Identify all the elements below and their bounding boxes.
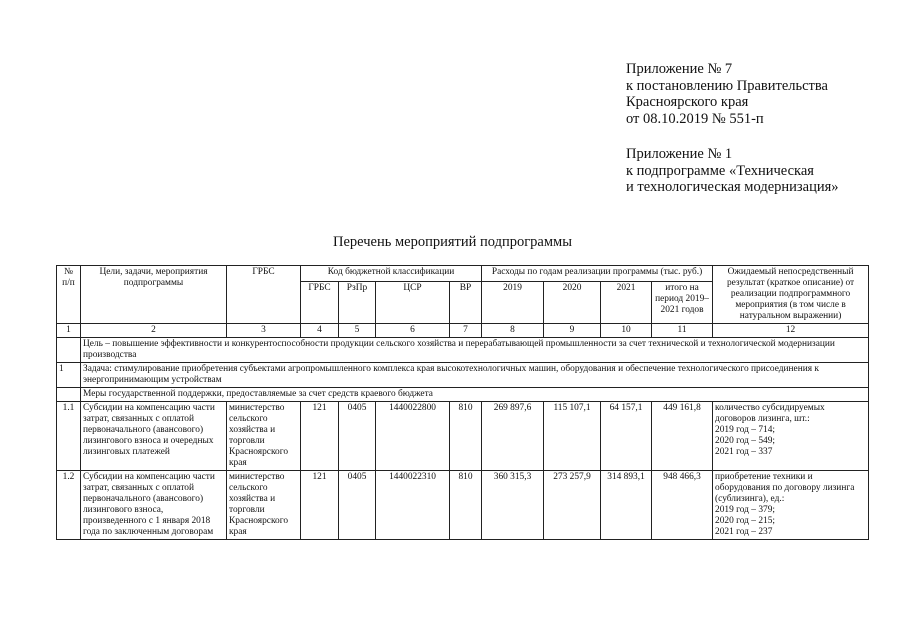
- row-grbs-name: министерство сельского хозяйства и торговли Красноярского края: [227, 471, 301, 540]
- header-expenses: Расходы по годам реализации программы (тыс. руб.): [482, 266, 713, 282]
- row-vr: 810: [450, 471, 482, 540]
- header-sub-rzpr: РзПр: [339, 282, 376, 324]
- row-csr: 1440022310: [376, 471, 450, 540]
- measures-text: Меры государственной поддержки, предоставляемые за счет средств краевого бюджета: [81, 388, 869, 402]
- column-number: 8: [482, 324, 544, 338]
- row-2021: 64 157,1: [601, 402, 652, 471]
- header-num: № п/п: [57, 266, 81, 324]
- task-row: [57, 363, 869, 388]
- column-number: 11: [652, 324, 713, 338]
- appendix-7-line: к постановлению Правительства: [626, 77, 828, 94]
- column-number: 6: [376, 324, 450, 338]
- column-number: 9: [544, 324, 601, 338]
- row-grbs: 121: [301, 471, 339, 540]
- row-rzpr: 0405: [339, 402, 376, 471]
- header-sub-csr: ЦСР: [376, 282, 450, 324]
- row-2019: 360 315,3: [482, 471, 544, 540]
- appendix-1-line: к подпрограмме «Техническая: [626, 162, 814, 179]
- header-goals: Цели, задачи, мероприятия подпрограммы: [81, 266, 227, 324]
- header-budget-code: Код бюджетной классификации: [301, 266, 482, 282]
- header-sub-2019: 2019: [482, 282, 544, 324]
- table-row: [57, 471, 869, 540]
- appendix-7-heading: [626, 61, 828, 127]
- column-number-row: [57, 324, 869, 338]
- row-name: Субсидии на компенсацию части затрат, связанных с оплатой первоначального (авансового) лизингового взноса, произведенного с 1 января 2018 года по заключенным договорам: [81, 471, 227, 540]
- column-number: 4: [301, 324, 339, 338]
- header-sub-2020: 2020: [544, 282, 601, 324]
- document-title: Перечень мероприятий подпрограммы: [333, 234, 572, 250]
- row-grbs-name: министерство сельского хозяйства и торговли Красноярского края: [227, 402, 301, 471]
- task-num: 1: [57, 363, 81, 388]
- header-result: Ожидаемый непосредственный результат (краткое описание) от реализации подпрограммного мероприятия (в том числе в натуральном выражении): [713, 266, 869, 324]
- appendix-1-heading: [626, 146, 839, 196]
- row-2020: 273 257,9: [544, 471, 601, 540]
- row-total: 449 161,8: [652, 402, 713, 471]
- column-number: 5: [339, 324, 376, 338]
- column-number: 1: [57, 324, 81, 338]
- task-text: Задача: стимулирование приобретения субъектами агропромышленного комплекса края высокотехнологичных машин, оборудования и обеспечение технологического присоединения к энергопринимающим устройствам: [81, 363, 869, 388]
- header-sub-vr: ВР: [450, 282, 482, 324]
- goal-row: [57, 338, 869, 363]
- header-grbs: ГРБС: [227, 266, 301, 324]
- appendix-7-line: от 08.10.2019 № 551-п: [626, 110, 764, 127]
- column-number: 10: [601, 324, 652, 338]
- row-2019: 269 897,6: [482, 402, 544, 471]
- appendix-7-line: Приложение № 7: [626, 61, 733, 77]
- table-row: [57, 402, 869, 471]
- row-csr: 1440022800: [376, 402, 450, 471]
- header-sub-total: итого на период 2019–2021 годов: [652, 282, 713, 324]
- measures-row: [57, 388, 869, 402]
- appendix-1-line: и технологическая модернизация»: [626, 179, 839, 195]
- goal-text: Цель – повышение эффективности и конкурентоспособности продукции сельского хозяйства и перерабатывающей промышленности за счет технической и технологической модернизации производства: [81, 338, 869, 363]
- appendix-7-line: Красноярского края: [626, 94, 749, 110]
- row-rzpr: 0405: [339, 471, 376, 540]
- measures-table: [56, 265, 869, 540]
- row-total: 948 466,3: [652, 471, 713, 540]
- column-number: 3: [227, 324, 301, 338]
- appendix-1-line: Приложение № 1: [626, 146, 733, 162]
- row-2021: 314 893,1: [601, 471, 652, 540]
- row-result: количество субсидируемых договоров лизинга, шт.: 2019 год – 714; 2020 год – 549; 2021 год – 337: [713, 402, 869, 471]
- column-number: 12: [713, 324, 869, 338]
- header-sub-grbs: ГРБС: [301, 282, 339, 324]
- row-name: Субсидии на компенсацию части затрат, связанных с оплатой первоначального (авансового) лизингового взноса и очередных лизинговых платежей: [81, 402, 227, 471]
- row-result: приобретение техники и оборудования по договору лизинга (сублизинга), ед.: 2019 год – 379; 2020 год – 215; 2021 год – 237: [713, 471, 869, 540]
- row-vr: 810: [450, 402, 482, 471]
- row-num: 1.1: [57, 402, 81, 471]
- column-number: 7: [450, 324, 482, 338]
- row-2020: 115 107,1: [544, 402, 601, 471]
- row-grbs: 121: [301, 402, 339, 471]
- row-num: 1.2: [57, 471, 81, 540]
- header-sub-2021: 2021: [601, 282, 652, 324]
- column-number: 2: [81, 324, 227, 338]
